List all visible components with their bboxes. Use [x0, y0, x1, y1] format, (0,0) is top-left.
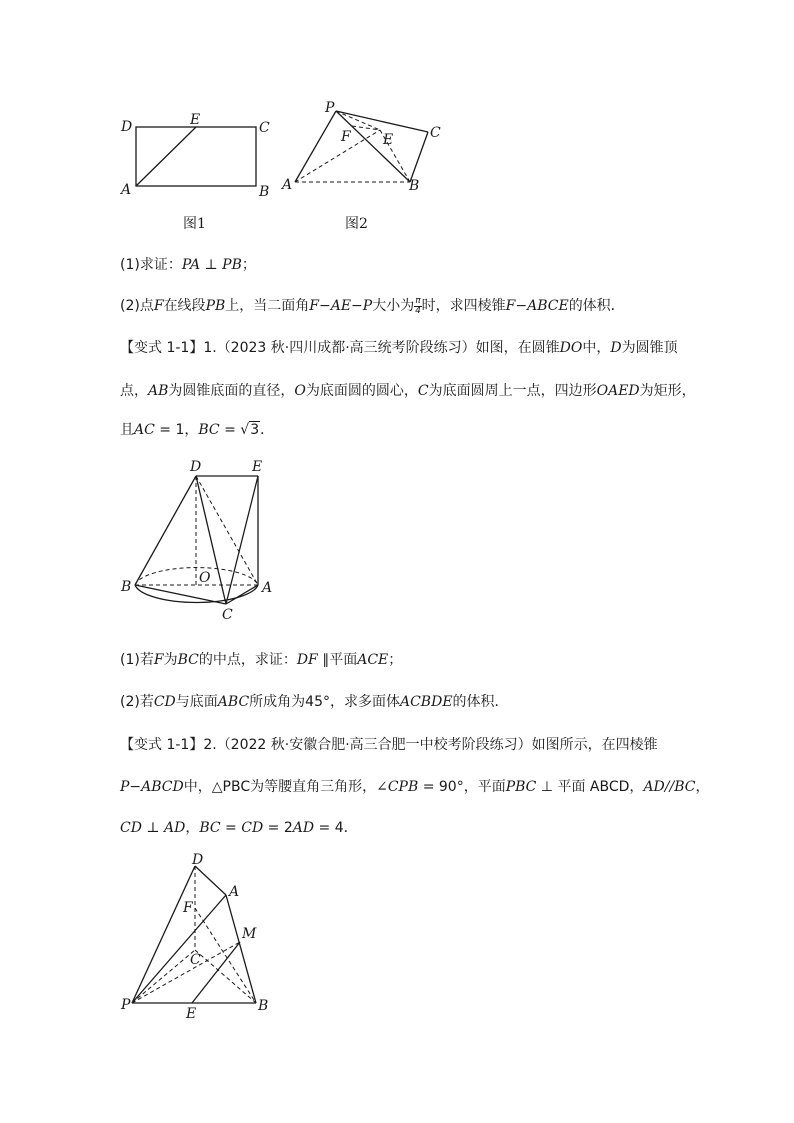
label-E: E — [383, 132, 394, 148]
label-B: B — [121, 579, 132, 595]
label-D: D — [121, 119, 133, 135]
label-B: B — [258, 998, 269, 1014]
figure-1 — [110, 108, 293, 208]
variant-1-part-2: (2)若CD与底面ABC所成角为45°，求多面体ACBDE的体积． — [120, 694, 509, 710]
fraction-pi-over-4: $\frac{\pi}{4}$ — [415, 295, 421, 316]
label-F: F — [183, 900, 193, 916]
label-M: M — [242, 926, 257, 942]
cone-figure — [112, 452, 287, 627]
label-A: A — [121, 182, 132, 198]
label-B: B — [259, 184, 270, 200]
label-C: C — [430, 125, 441, 141]
segment-ae — [136, 127, 196, 186]
label-C: C — [259, 120, 270, 136]
label-E: E — [186, 1006, 197, 1022]
label-F: F — [341, 129, 351, 145]
question-part-1: (1)求证：PA ⊥ PB； — [120, 257, 256, 273]
figure-2 — [278, 98, 448, 198]
label-A: A — [262, 580, 273, 596]
label-A: A — [229, 884, 240, 900]
variant-2-line-2: P−ABCD中，△PBC为等腰直角三角形，∠CPB = 90°，平面PBC ⊥ 平面 ABCD，AD//BC， — [120, 779, 710, 795]
variant-1-line-3: 且AC = 1，BC = √3． — [120, 422, 275, 438]
question-part-2: (2)点F在线段PB上，当二面角F−AE−P大小为 $\frac{\pi}{4}$ 时，求四棱锥F−ABCE的体积． — [120, 295, 625, 316]
variant-1-line-1: 【变式 1-1】1.（2023 秋·四川成都·高三统考阶段练习）如图，在圆锥DO中，D为圆锥顶 — [120, 340, 678, 356]
label-P: P — [325, 100, 335, 116]
variant-2-line-3: CD ⊥ AD，BC = CD = 2AD = 4． — [120, 820, 358, 836]
label-C: C — [222, 607, 233, 623]
figure-1-caption: 图1 — [183, 216, 206, 232]
label-D: D — [190, 459, 202, 475]
pyramid-figure — [112, 845, 282, 1025]
figure-2-caption: 图2 — [345, 216, 368, 232]
label-D: D — [192, 852, 204, 868]
variant-2-line-1: 【变式 1-1】2.（2022 秋·安徽合肥·高三合肥一中校考阶段练习）如图所示，在四棱锥 — [120, 737, 658, 753]
rect-abcd — [136, 127, 256, 186]
variant-1-line-2: 点，AB为圆锥底面的直径，O为底面圆的圆心，C为底面圆周上一点，四边形OAED为矩形， — [120, 383, 696, 399]
label-P: P — [121, 997, 131, 1013]
label-B: B — [409, 178, 420, 194]
label-E: E — [252, 459, 263, 475]
label-A: A — [282, 177, 293, 193]
label-O: O — [199, 570, 211, 586]
variant-1-part-1: (1)若F为BC的中点，求证：DF ∥平面ACE； — [120, 652, 403, 668]
label-C: C — [190, 952, 201, 968]
label-E: E — [190, 112, 201, 128]
